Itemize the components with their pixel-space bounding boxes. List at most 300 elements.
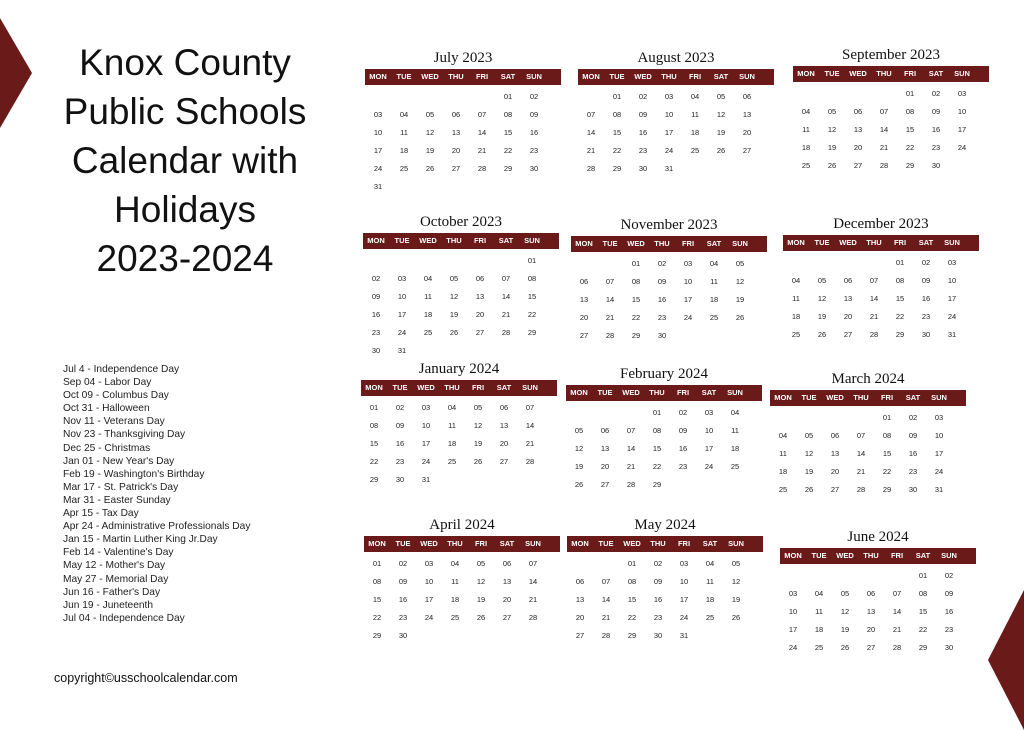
weekday-label: FRI: [677, 539, 691, 548]
weekday-label: FRI: [893, 238, 907, 247]
day-cell: 24: [664, 146, 674, 155]
day-cell: 09: [678, 426, 688, 435]
day-cell: 06: [866, 589, 876, 598]
weekday-label: THU: [649, 388, 665, 397]
day-cell: 07: [869, 276, 879, 285]
title-line: Knox County: [79, 42, 291, 83]
day-cell: 13: [575, 595, 585, 604]
day-cell: 08: [369, 421, 379, 430]
day-cell: 28: [601, 631, 611, 640]
day-cell: 15: [652, 444, 662, 453]
day-grid: [363, 252, 559, 360]
day-cell: 09: [529, 110, 539, 119]
day-cell: 04: [730, 408, 740, 417]
day-cell: 20: [579, 313, 589, 322]
day-cell: 07: [626, 426, 636, 435]
empty-day-cell: [809, 254, 835, 272]
day-cell: 19: [731, 595, 741, 604]
day-cell: 12: [731, 577, 741, 586]
day-cell: 10: [424, 577, 434, 586]
day-cell: 30: [398, 631, 408, 640]
day-cell: 27: [600, 480, 610, 489]
day-cell: 27: [843, 330, 853, 339]
day-cell: 14: [601, 595, 611, 604]
holiday-item: Jul 04 - Independence Day: [63, 612, 185, 624]
weekday-label: SUN: [944, 238, 960, 247]
day-cell: 01: [882, 413, 892, 422]
day-cell: 24: [788, 643, 798, 652]
day-cell: 22: [652, 462, 662, 471]
day-cell: 11: [706, 577, 714, 586]
day-cell: 06: [451, 110, 461, 119]
day-cell: 23: [398, 613, 408, 622]
holiday-item: Jun 16 - Father's Day: [63, 586, 161, 598]
day-cell: 07: [525, 403, 535, 412]
weekday-label: TUE: [811, 551, 827, 560]
day-cell: 24: [373, 164, 383, 173]
day-cell: 17: [683, 295, 693, 304]
day-cell: 28: [869, 330, 879, 339]
holiday-item: Mar 17 - St. Patrick's Day: [63, 481, 179, 493]
weekday-label: MON: [774, 393, 792, 402]
day-cell: 06: [502, 559, 512, 568]
day-cell: 25: [447, 457, 457, 466]
day-cell: 22: [527, 310, 537, 319]
day-cell: 30: [944, 643, 954, 652]
day-cell: 26: [425, 164, 435, 173]
day-grid: [793, 85, 989, 175]
day-cell: 05: [449, 274, 459, 283]
day-cell: 06: [853, 107, 863, 116]
weekday-label: FRI: [676, 388, 690, 397]
day-cell: 16: [678, 444, 688, 453]
day-cell: 19: [840, 625, 850, 634]
empty-day-cell: [467, 252, 493, 270]
day-cell: 03: [957, 89, 967, 98]
day-cell: 31: [421, 475, 431, 484]
day-cell: 08: [372, 577, 382, 586]
weekday-label: SUN: [524, 236, 540, 245]
day-cell: 14: [892, 607, 902, 616]
day-cell: 25: [423, 328, 433, 337]
day-cell: 28: [856, 485, 866, 494]
day-cell: 25: [690, 146, 700, 155]
weekday-header: [364, 536, 560, 552]
day-cell: 20: [830, 467, 840, 476]
day-cell: 10: [664, 110, 674, 119]
day-cell: 23: [653, 613, 663, 622]
weekday-label: THU: [444, 383, 460, 392]
day-cell: 16: [653, 595, 663, 604]
day-cell: 12: [716, 110, 726, 119]
day-cell: 22: [905, 143, 915, 152]
day-cell: 15: [372, 595, 382, 604]
weekday-label: WED: [421, 72, 439, 81]
day-cell: 02: [678, 408, 688, 417]
day-cell: 28: [525, 457, 535, 466]
empty-day-cell: [391, 88, 417, 106]
month-title: May 2024: [634, 517, 696, 533]
day-cell: 27: [499, 457, 509, 466]
day-cell: 12: [476, 577, 486, 586]
day-cell: 20: [853, 143, 863, 152]
day-cell: 31: [947, 330, 957, 339]
day-cell: 02: [657, 259, 667, 268]
day-cell: 21: [586, 146, 596, 155]
weekday-label: WED: [634, 72, 652, 81]
day-cell: 28: [501, 328, 511, 337]
weekday-label: THU: [863, 551, 879, 560]
day-cell: 24: [424, 613, 434, 622]
month-title: October 2023: [419, 214, 503, 230]
day-cell: 21: [626, 462, 636, 471]
weekday-label: SAT: [701, 388, 717, 397]
day-cell: 24: [397, 328, 407, 337]
day-cell: 09: [931, 107, 941, 116]
weekday-label: SUN: [941, 551, 957, 560]
day-cell: 03: [664, 92, 674, 101]
empty-day-cell: [770, 409, 796, 427]
day-cell: 12: [473, 421, 483, 430]
title-line: Calendar with: [71, 140, 299, 181]
day-cell: 16: [908, 449, 918, 458]
day-cell: 11: [448, 421, 456, 430]
day-cell: 16: [395, 439, 405, 448]
day-cell: 07: [501, 274, 511, 283]
day-cell: 27: [575, 631, 585, 640]
empty-day-cell: [783, 254, 809, 272]
weekday-label: FRI: [474, 539, 488, 548]
day-cell: 23: [371, 328, 381, 337]
weekday-label: WED: [839, 238, 857, 247]
day-cell: 28: [605, 331, 615, 340]
day-cell: 04: [450, 559, 460, 568]
day-cell: 28: [626, 480, 636, 489]
day-grid: [571, 255, 767, 345]
day-cell: 13: [853, 125, 863, 134]
day-cell: 27: [475, 328, 485, 337]
empty-day-cell: [822, 409, 848, 427]
day-cell: 04: [423, 274, 433, 283]
day-cell: 02: [653, 559, 663, 568]
title-line: Holidays: [114, 189, 256, 230]
day-cell: 10: [788, 607, 798, 616]
day-cell: 14: [626, 444, 636, 453]
day-cell: 03: [934, 413, 944, 422]
day-cell: 12: [735, 277, 745, 286]
day-cell: 31: [397, 346, 407, 355]
day-cell: 08: [527, 274, 537, 283]
right-corner-decoration: [988, 590, 1024, 730]
day-cell: 11: [802, 125, 810, 134]
month-calendar: [363, 212, 559, 360]
day-cell: 09: [657, 277, 667, 286]
weekday-label: MON: [368, 539, 386, 548]
day-cell: 21: [879, 143, 889, 152]
day-cell: 01: [895, 258, 905, 267]
day-cell: 20: [866, 625, 876, 634]
day-cell: 05: [817, 276, 827, 285]
weekday-label: TUE: [801, 393, 817, 402]
day-cell: 05: [827, 107, 837, 116]
day-cell: 05: [425, 110, 435, 119]
day-cell: 21: [477, 146, 487, 155]
day-cell: 01: [527, 256, 537, 265]
day-cell: 15: [369, 439, 379, 448]
day-cell: 09: [908, 431, 918, 440]
day-cell: 30: [908, 485, 918, 494]
day-cell: 30: [395, 475, 405, 484]
day-cell: 05: [731, 559, 741, 568]
day-cell: 25: [705, 613, 715, 622]
day-cell: 26: [804, 485, 814, 494]
day-cell: 27: [866, 643, 876, 652]
weekday-label: MON: [365, 383, 383, 392]
day-cell: 29: [612, 164, 622, 173]
day-cell: 13: [866, 607, 876, 616]
day-cell: 16: [944, 607, 954, 616]
day-cell: 08: [652, 426, 662, 435]
day-cell: 03: [947, 258, 957, 267]
day-cell: 08: [918, 589, 928, 598]
day-cell: 22: [372, 613, 382, 622]
day-cell: 27: [502, 613, 512, 622]
month-title: July 2023: [433, 50, 493, 66]
weekday-header: [361, 380, 557, 396]
day-grid: [783, 254, 979, 344]
day-cell: 19: [716, 128, 726, 137]
day-cell: 26: [840, 643, 850, 652]
day-cell: 05: [476, 559, 486, 568]
weekday-label: MON: [575, 239, 593, 248]
month-calendar: [567, 515, 763, 645]
day-cell: 12: [827, 125, 837, 134]
holiday-list: [63, 363, 250, 625]
weekday-label: MON: [784, 551, 802, 560]
holiday-item: Nov 23 - Thanksgiving Day: [63, 429, 186, 441]
empty-day-cell: [592, 404, 618, 422]
weekday-header: [770, 390, 966, 406]
month-title: January 2024: [418, 361, 500, 377]
day-cell: 28: [477, 164, 487, 173]
weekday-label: THU: [661, 72, 677, 81]
weekday-label: MON: [787, 238, 805, 247]
day-cell: 30: [371, 346, 381, 355]
day-cell: 02: [908, 413, 918, 422]
day-cell: 26: [574, 480, 584, 489]
day-cell: 06: [575, 577, 585, 586]
day-cell: 16: [398, 595, 408, 604]
day-cell: 02: [931, 89, 941, 98]
weekday-label: FRI: [880, 393, 894, 402]
day-cell: 29: [372, 631, 382, 640]
day-cell: 18: [399, 146, 409, 155]
month-calendar: [566, 364, 762, 494]
holiday-item: Jan 01 - New Year's Day: [63, 455, 175, 467]
day-cell: 13: [475, 292, 485, 301]
weekday-label: SUN: [525, 539, 541, 548]
day-cell: 20: [475, 310, 485, 319]
weekday-label: MON: [369, 72, 387, 81]
day-cell: 30: [657, 331, 667, 340]
day-cell: 04: [801, 107, 811, 116]
day-cell: 03: [424, 559, 434, 568]
day-cell: 13: [502, 577, 512, 586]
day-cell: 29: [503, 164, 513, 173]
day-cell: 18: [801, 143, 811, 152]
weekday-header: [571, 236, 767, 252]
holiday-item: Apr 24 - Administrative Professionals Day: [63, 521, 251, 533]
day-cell: 11: [424, 292, 432, 301]
day-grid: [780, 567, 976, 657]
day-cell: 12: [840, 607, 850, 616]
weekday-label: SAT: [928, 69, 944, 78]
month-title: August 2023: [637, 50, 715, 66]
empty-day-cell: [861, 254, 887, 272]
day-cell: 28: [892, 643, 902, 652]
weekday-header: [578, 69, 774, 85]
holiday-item: Sep 04 - Labor Day: [63, 377, 152, 389]
day-cell: 06: [830, 431, 840, 440]
day-cell: 15: [895, 294, 905, 303]
holiday-item: Apr 15 - Tax Day: [63, 508, 139, 520]
empty-day-cell: [566, 404, 592, 422]
weekday-label: SUN: [526, 72, 542, 81]
weekday-header: [567, 536, 763, 552]
day-cell: 31: [934, 485, 944, 494]
day-cell: 29: [882, 485, 892, 494]
day-cell: 25: [399, 164, 409, 173]
day-cell: 14: [869, 294, 879, 303]
weekday-label: WED: [627, 239, 645, 248]
weekday-label: WED: [622, 388, 640, 397]
day-cell: 29: [369, 475, 379, 484]
day-cell: 12: [425, 128, 435, 137]
day-cell: 04: [705, 559, 715, 568]
day-cell: 25: [791, 330, 801, 339]
day-cell: 30: [653, 631, 663, 640]
day-cell: 07: [477, 110, 487, 119]
day-cell: 08: [631, 277, 641, 286]
day-cell: 17: [664, 128, 674, 137]
day-cell: 01: [905, 89, 915, 98]
weekday-header: [793, 66, 989, 82]
day-cell: 02: [921, 258, 931, 267]
day-cell: 13: [579, 295, 589, 304]
empty-day-cell: [780, 567, 806, 585]
day-cell: 18: [814, 625, 824, 634]
day-cell: 07: [586, 110, 596, 119]
empty-day-cell: [845, 85, 871, 103]
empty-day-cell: [806, 567, 832, 585]
day-cell: 01: [627, 559, 637, 568]
weekday-label: THU: [650, 539, 666, 548]
day-cell: 25: [778, 485, 788, 494]
day-cell: 10: [704, 426, 714, 435]
day-cell: 20: [843, 312, 853, 321]
weekday-label: SUN: [728, 539, 744, 548]
day-cell: 07: [528, 559, 538, 568]
day-cell: 15: [905, 125, 915, 134]
month-title: November 2023: [620, 217, 718, 233]
month-title: February 2024: [620, 366, 708, 382]
weekday-label: THU: [447, 539, 463, 548]
day-cell: 14: [525, 421, 535, 430]
holiday-item: Feb 14 - Valentine's Day: [63, 547, 174, 559]
day-cell: 01: [369, 403, 379, 412]
day-cell: 22: [627, 613, 637, 622]
day-cell: 24: [704, 462, 714, 471]
day-grid: [364, 555, 560, 645]
day-cell: 20: [575, 613, 585, 622]
empty-day-cell: [884, 567, 910, 585]
day-cell: 02: [398, 559, 408, 568]
day-cell: 20: [742, 128, 752, 137]
month-calendar: [793, 45, 989, 175]
day-cell: 19: [735, 295, 745, 304]
day-cell: 22: [503, 146, 513, 155]
day-cell: 29: [631, 331, 641, 340]
weekday-label: FRI: [688, 72, 702, 81]
weekday-label: FRI: [903, 69, 917, 78]
weekday-label: THU: [866, 238, 882, 247]
day-cell: 11: [731, 426, 739, 435]
day-cell: 25: [801, 161, 811, 170]
day-cell: 10: [934, 431, 944, 440]
day-cell: 30: [638, 164, 648, 173]
day-cell: 24: [957, 143, 967, 152]
day-grid: [578, 88, 774, 178]
day-cell: 05: [804, 431, 814, 440]
day-cell: 19: [804, 467, 814, 476]
weekday-label: SAT: [499, 539, 515, 548]
day-cell: 21: [525, 439, 535, 448]
day-cell: 17: [373, 146, 383, 155]
month-title: March 2024: [831, 371, 905, 387]
day-cell: 28: [879, 161, 889, 170]
day-cell: 11: [792, 294, 800, 303]
day-cell: 17: [397, 310, 407, 319]
day-cell: 07: [605, 277, 615, 286]
weekday-header: [783, 235, 979, 251]
day-cell: 22: [918, 625, 928, 634]
day-cell: 04: [709, 259, 719, 268]
weekday-label: SUN: [954, 69, 970, 78]
weekday-label: FRI: [890, 551, 904, 560]
day-cell: 14: [856, 449, 866, 458]
day-cell: 10: [957, 107, 967, 116]
day-cell: 29: [895, 330, 905, 339]
day-cell: 25: [730, 462, 740, 471]
empty-day-cell: [593, 555, 619, 573]
day-cell: 18: [791, 312, 801, 321]
day-cell: 20: [600, 462, 610, 471]
day-cell: 23: [529, 146, 539, 155]
empty-day-cell: [417, 88, 443, 106]
day-cell: 31: [664, 164, 674, 173]
day-cell: 07: [879, 107, 889, 116]
day-cell: 06: [579, 277, 589, 286]
day-cell: 05: [574, 426, 584, 435]
day-cell: 24: [679, 613, 689, 622]
empty-day-cell: [848, 409, 874, 427]
empty-day-cell: [793, 85, 819, 103]
weekday-label: WED: [419, 236, 437, 245]
empty-day-cell: [597, 255, 623, 273]
day-cell: 05: [716, 92, 726, 101]
day-cell: 04: [690, 92, 700, 101]
empty-day-cell: [871, 85, 897, 103]
